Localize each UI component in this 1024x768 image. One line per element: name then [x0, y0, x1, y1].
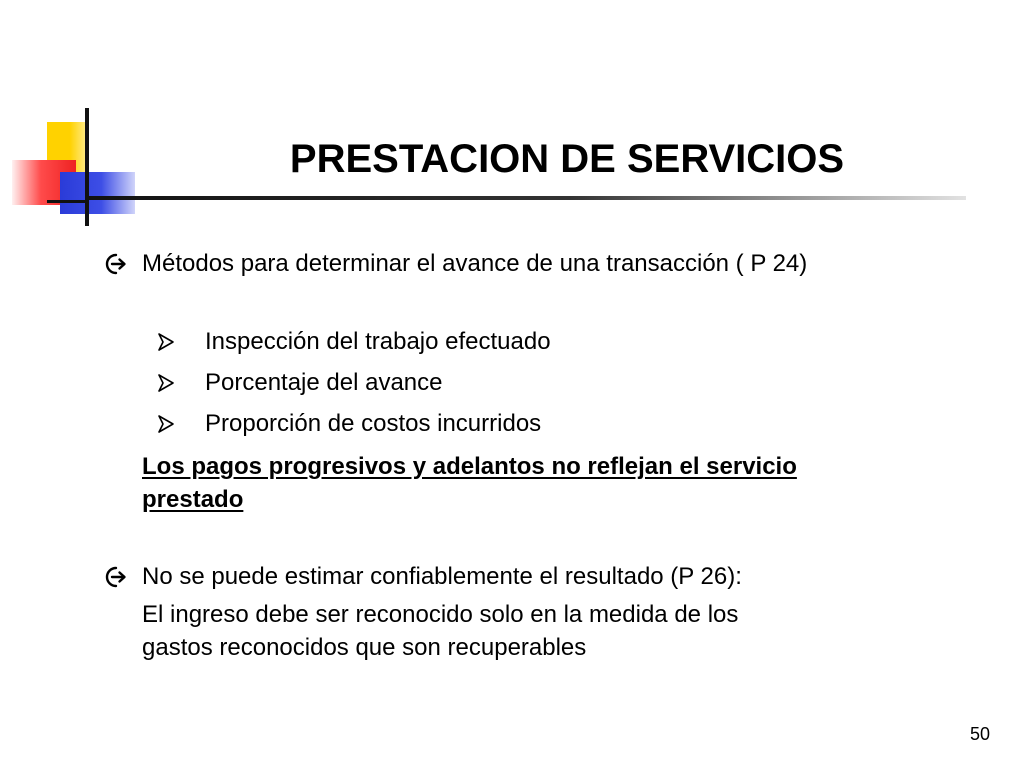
emphasis-line-2: prestado: [142, 486, 244, 513]
slide-title: PRESTACION DE SERVICIOS: [289, 137, 845, 181]
circle-arrow-icon: [104, 252, 128, 276]
sub-item-2-text: Porcentaje del avance: [205, 369, 443, 396]
logo-blue-square: [60, 172, 135, 214]
circle-arrow-icon: [104, 565, 128, 589]
emphasis-line-1: Los pagos progresivos y adelantos no reflejan el servicio: [142, 453, 797, 480]
bullet-2-detail-line-1: El ingreso debe ser reconocido solo en la medida de los: [142, 601, 739, 628]
decorative-logo: [0, 0, 150, 240]
sub-item-1-text: Inspección del trabajo efectuado: [205, 328, 551, 355]
arrowhead-icon: [156, 414, 176, 434]
arrowhead-icon: [156, 373, 176, 393]
bullet-1-text: Métodos para determinar el avance de una transacción ( P 24): [142, 250, 808, 277]
bullet-2-text: No se puede estimar confiablemente el resultado (P 26):: [142, 563, 742, 590]
arrowhead-icon: [156, 332, 176, 352]
page-number: 50: [969, 724, 990, 744]
logo-horizontal-line: [47, 200, 89, 203]
logo-vertical-line: [85, 108, 89, 226]
bullet-2-detail-line-2: gastos reconocidos que son recuperables: [142, 634, 587, 661]
sub-item-3-text: Proporción de costos incurridos: [205, 410, 542, 437]
title-underline-rule: [86, 196, 966, 200]
